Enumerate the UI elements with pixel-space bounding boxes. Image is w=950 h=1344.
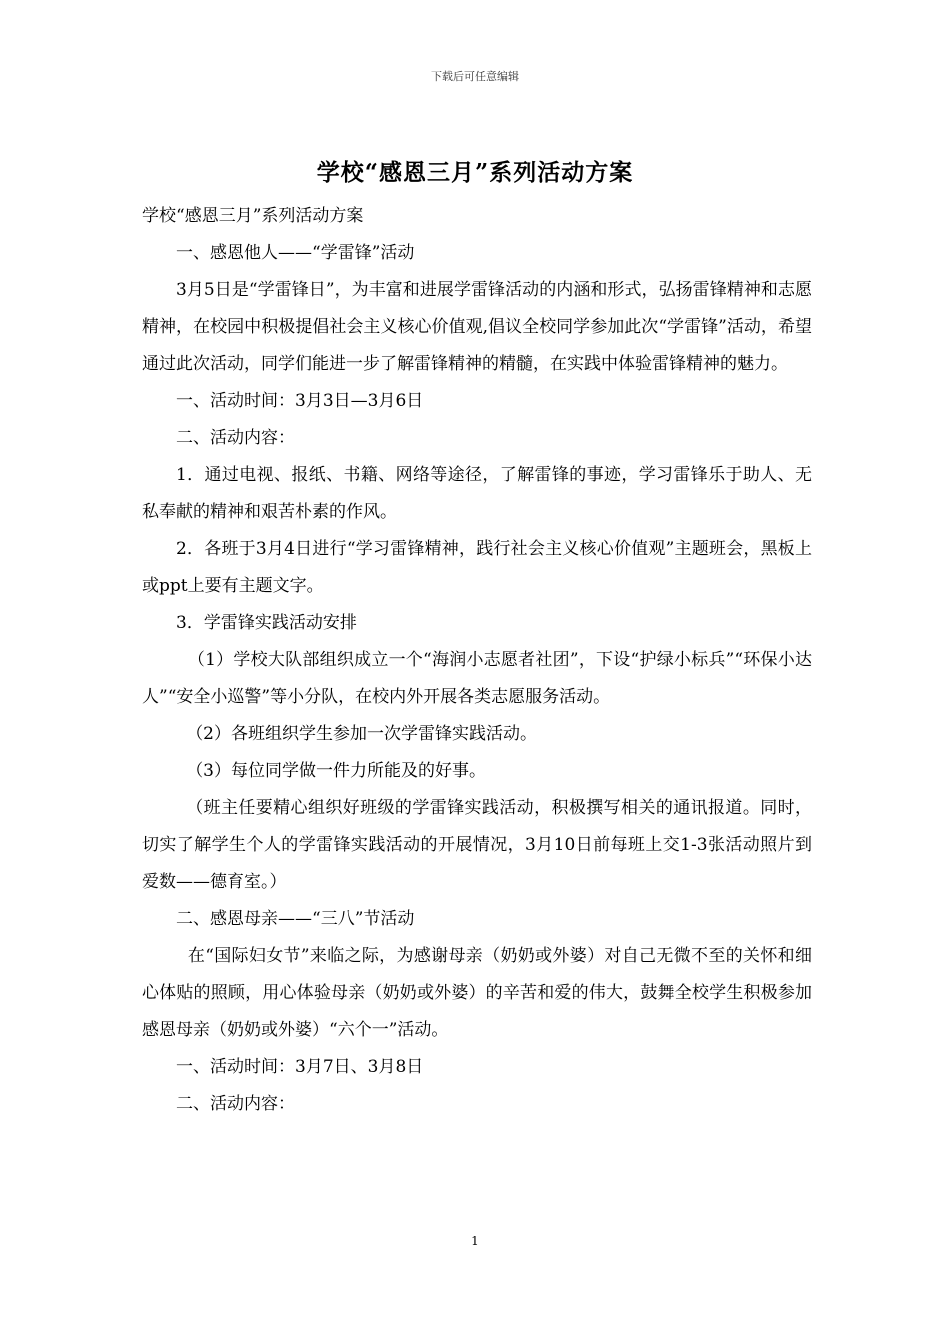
activity-time-2: 一、活动时间：3月7日、3月8日 — [176, 1057, 424, 1077]
page-number: 1 — [471, 1234, 479, 1248]
teacher-note: （班主任要精心组织好班级的学雷锋实践活动，积极撰写相关的通讯报道。同时，切实了解学生个人的学雷锋实践活动的开展情况，3月10日前每班上交1-3张活动照片到爱数——德育室。） — [142, 798, 812, 892]
intro-paragraph-2: 在“国际妇女节”来临之际，为感谢母亲（奶奶或外婆）对自己无微不至的关怀和细心体贴的照顾，用心体验母亲（奶奶或外婆）的辛苦和爱的伟大，鼓舞全校学生积极参加感恩母亲（奶奶或外婆）“六个一”活动。 — [142, 946, 812, 1040]
activity-time-1: 一、活动时间：3月3日—3月6日 — [176, 391, 424, 411]
content-item-2: 2．各班于3月4日进行“学习雷锋精神，践行社会主义核心价值观”主题班会，黑板上或ppt上要有主题文字。 — [142, 539, 812, 596]
activity-content-heading-2: 二、活动内容： — [176, 1094, 295, 1114]
content-item-1: 1．通过电视、报纸、书籍、网络等途径，了解雷锋的事迹，学习雷锋乐于助人、无私奉献的精神和艰苦朴素的作风。 — [142, 465, 812, 522]
sub-item-3: （3）每位同学做一件力所能及的好事。 — [186, 761, 487, 781]
sub-item-1: （1）学校大队部组织成立一个“海润小志愿者社团”，下设“护绿小标兵”“环保小达人”“安全小巡警”等小分队，在校内外开展各类志愿服务活动。 — [142, 650, 812, 707]
document-body — [142, 198, 812, 1123]
activity-content-heading-1: 二、活动内容： — [176, 428, 295, 448]
content-item-3: 3．学雷锋实践活动安排 — [176, 613, 357, 633]
sub-item-2: （2）各班组织学生参加一次学雷锋实践活动。 — [186, 724, 538, 744]
document-title: 学校“感恩三月”系列活动方案 — [316, 159, 634, 186]
intro-paragraph-1: 3月5日是“学雷锋日”，为丰富和进展学雷锋活动的内涵和形式，弘扬雷锋精神和志愿精神，在校园中积极提倡社会主义核心价值观,倡议全校同学参加此次“学雷锋”活动，希望通过此次活动，同学们能进一步了解雷锋精神的精髓，在实践中体验雷锋精神的魅力。 — [142, 280, 812, 374]
section-heading-2: 二、感恩母亲——“三八”节活动 — [176, 909, 415, 929]
header-note: 下载后可任意编辑 — [431, 70, 519, 83]
section-heading-1: 一、感恩他人——“学雷锋”活动 — [176, 243, 415, 263]
subtitle-paragraph: 学校“感恩三月”系列活动方案 — [142, 206, 364, 226]
